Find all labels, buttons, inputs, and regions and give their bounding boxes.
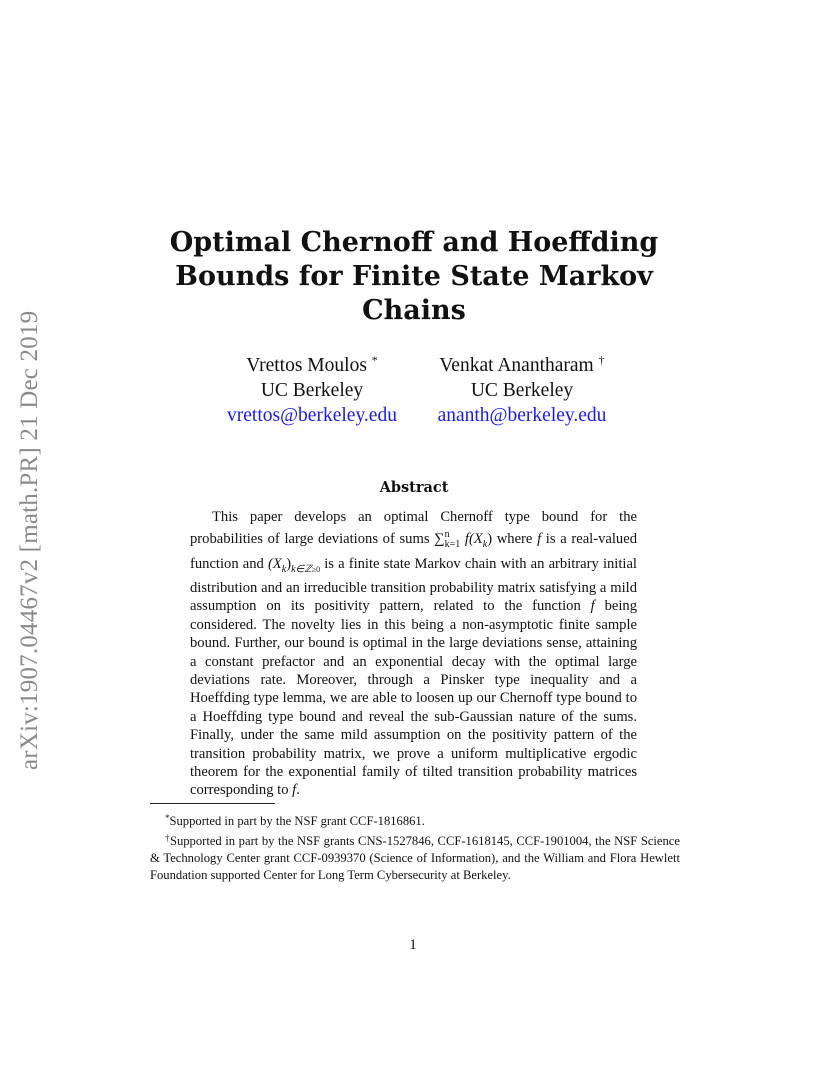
sum-lower: k=1 xyxy=(444,539,461,551)
function-f: f xyxy=(292,782,297,799)
author-affiliation: UC Berkeley xyxy=(470,380,574,401)
sum-term-sub: k xyxy=(482,539,488,551)
author-email-link[interactable]: ananth@berkeley.edu xyxy=(437,405,607,426)
page-number: 1 xyxy=(409,937,417,953)
abstract-part3: is a real-valued function and xyxy=(190,531,637,572)
author-block-2 xyxy=(420,348,624,428)
abstract-part6: . xyxy=(296,782,300,799)
footnotes xyxy=(150,810,680,884)
chain-close: ) xyxy=(286,555,292,572)
footnote-rule xyxy=(150,803,275,804)
arxiv-identifier-stamp: arXiv:1907.04467v2 [math.PR] 21 Dec 2019 xyxy=(16,310,43,770)
author-affiliation: UC Berkeley xyxy=(260,380,364,401)
author-email-link[interactable]: vrettos@berkeley.edu xyxy=(227,405,397,426)
abstract-part4: is a finite state Markov chain with an arbitrary initial distribution and an irreducible transition probability matrix satisfying a mild assumption on its positivity pattern, related to the function xyxy=(190,555,637,615)
function-f: f xyxy=(590,598,595,615)
author-footnote-mark: † xyxy=(598,353,605,367)
chain-expr: (X xyxy=(267,555,282,572)
function-f: f xyxy=(537,531,542,548)
abstract-text xyxy=(190,508,637,800)
abstract-part5: being considered. The novelty lies in this being a non-asymptotic finite sample bound. Further, our bound is optimal in the large deviations sense, attaining a constant prefactor and an exponential decay with the optimal large deviations rate. Moreover, through a Pinsker type inequality and a Hoeffding type lemma, we are able to loosen up our Chernoff type bound to a Hoeffding type bound and reveal the sub-Gaussian nature of the sums. Finally, under the same mild assumption on the positivity pattern of the transition probability matrix, we prove a uniform multiplicative ergodic theorem for the exponential family of tilted transition probability matrices corresponding to xyxy=(190,598,637,799)
sum-symbol: ∑ xyxy=(434,531,445,548)
footnote-text: Supported in part by the NSF grant CCF-1816861. xyxy=(169,814,425,828)
paper-title: Optimal Chernoff and Hoeffding Bounds for Finite State Markov Chains xyxy=(169,227,659,326)
abstract-heading: Abstract xyxy=(379,479,449,496)
author-block-1 xyxy=(206,348,418,428)
footnote-mark: † xyxy=(165,833,170,843)
sum-term: f(X xyxy=(464,531,483,548)
author-name: Venkat Anantharam xyxy=(439,355,594,376)
abstract-part1: This paper develops an optimal Chernoff type bound for the probabilities of large deviations of sums xyxy=(190,509,637,548)
abstract-part2: where xyxy=(492,531,538,548)
footnote-2 xyxy=(150,830,680,884)
chain-index-ge: ≥0 xyxy=(311,564,321,574)
sum-term-end: ) xyxy=(487,531,493,548)
author-footnote-mark: * xyxy=(371,353,378,367)
footnote-1 xyxy=(150,810,680,830)
footnote-text: Supported in part by the NSF grants CNS-1527846, CCF-1618145, CCF-1901004, the NSF Science & Technology Center grant CCF-0939370 (Science of Information), and the William and Flora Hewlett Foundation supported Center for Long Term Cybersecurity at Berkeley. xyxy=(150,834,680,882)
sum-upper: n xyxy=(444,529,450,541)
author-name: Vrettos Moulos xyxy=(246,355,367,376)
chain-index: k∈ℤ xyxy=(291,563,312,575)
footnote-mark: * xyxy=(165,813,170,823)
chain-sub: k xyxy=(281,563,287,575)
